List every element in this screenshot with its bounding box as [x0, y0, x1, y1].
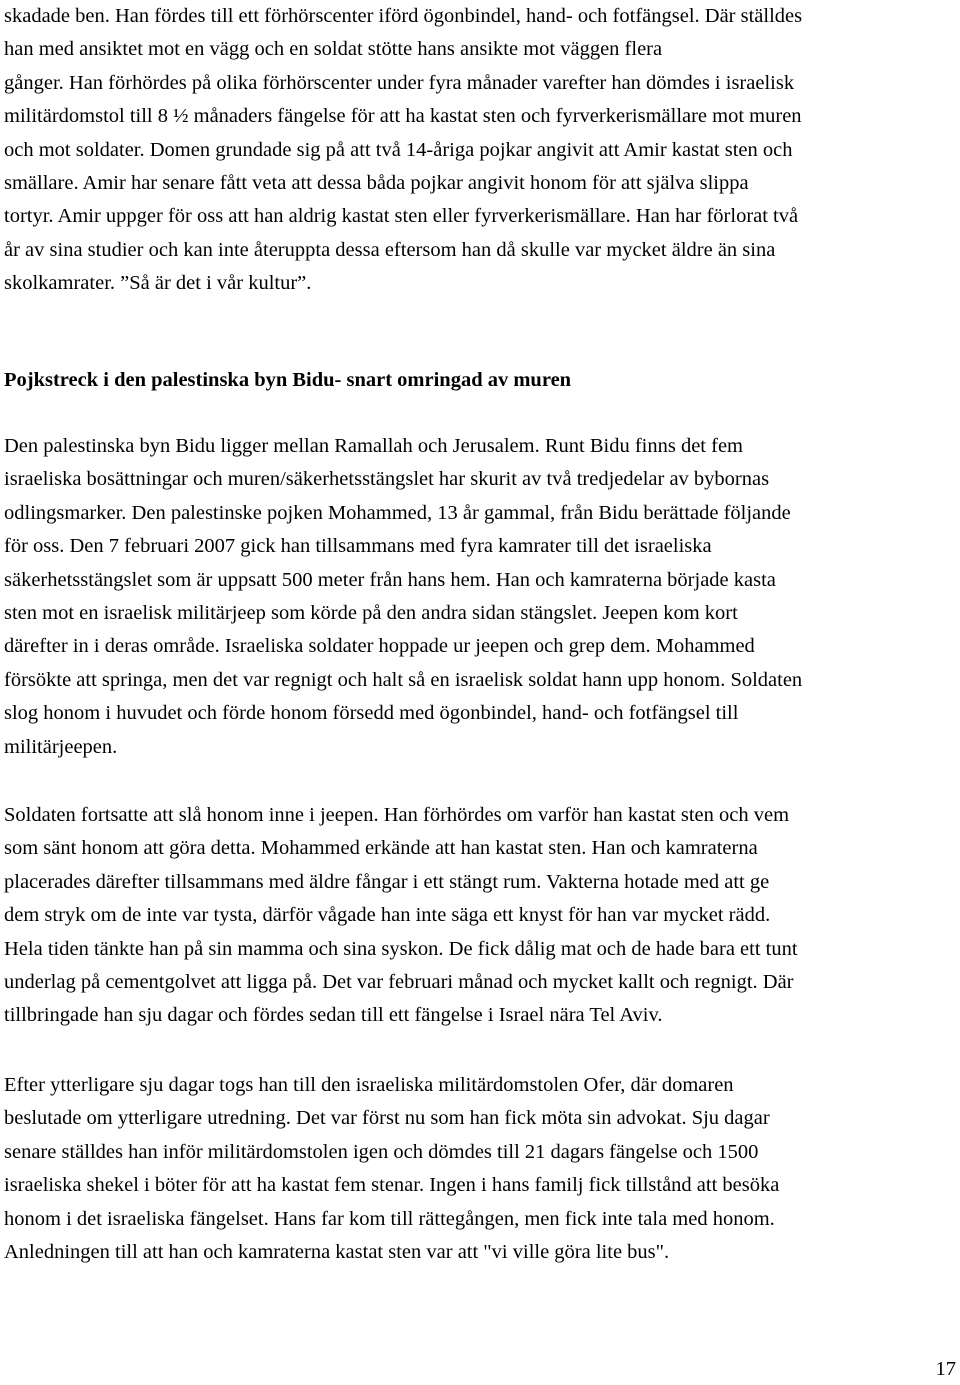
intro-paragraph: [4, 0, 956, 301]
text-line: och mot soldater. Domen grundade sig på att två 14-åriga pojkar angivit att Amir kastat sten och: [4, 138, 793, 161]
text-line: beslutade om ytterligare utredning. Det var först nu som han fick möta sin advokat. Sju dagar: [4, 1107, 770, 1130]
text-line: skolkamrater. ”Så är det i vår kultur”.: [4, 272, 312, 295]
text-line: därefter in i deras område. Israeliska soldater hoppade ur jeepen och grep dem. Mohammed: [4, 635, 755, 658]
text-line: senare ställdes han inför militärdomstolen igen och dömdes till 21 dagars fängelse och 1500: [4, 1140, 759, 1163]
text-line: tillbringade han sju dagar och fördes sedan till ett fängelse i Israel nära Tel Aviv.: [4, 1004, 663, 1027]
text-line: smällare. Amir har senare fått veta att dessa båda pojkar angivit honom för att själva slippa: [4, 172, 749, 195]
text-line: säkerhetsstängslet som är uppsatt 500 meter från hans hem. Han och kamraterna började kasta: [4, 568, 776, 591]
text-line: Soldaten fortsatte att slå honom inne i jeepen. Han förhördes om varför han kastat sten och vem: [4, 804, 790, 826]
text-line: dem stryk om de inte var tysta, därför vågade han inte säga ett knyst för han var mycket rädd.: [4, 904, 771, 927]
text-line: militärdomstol till 8 ½ månaders fängelse för att ha kastat sten och fyrverkerismällare mot muren: [4, 105, 802, 128]
text-line: som sänt honom att göra detta. Mohammed erkände att han kastat sten. Han och kamraterna: [4, 837, 758, 860]
text-line: honom i det israeliska fängelset. Hans far kom till rättegången, men fick inte tala med honom.: [4, 1207, 775, 1230]
text-line: sten mot en israelisk militärjeep som körde på den andra sidan stängslet. Jeepen kom kort: [4, 602, 738, 625]
text-line: Efter ytterligare sju dagar togs han till den israeliska militärdomstolen Ofer, där domaren: [4, 1074, 734, 1096]
text-line: försökte att springa, men det var regnigt och halt så en israelisk soldat hann upp honom. Soldaten: [4, 668, 803, 691]
text-line: odlingsmarker. Den palestinske pojken Mohammed, 13 år gammal, från Bidu berättade följande: [4, 501, 791, 524]
text-line: israeliska shekel i böter för att ha kastat fem stenar. Ingen i hans familj fick tillstånd att besöka: [4, 1174, 780, 1197]
text-line: tortyr. Amir uppger för oss att han aldrig kastat sten eller fyrverkerismällare. Han har förlorat två: [4, 205, 799, 228]
page-number: 17: [935, 1358, 956, 1380]
text-line: underlag på cementgolvet att ligga på. Det var februari månad och mycket kallt och regnigt. Där: [4, 971, 794, 994]
text-line: Anledningen till att han och kamraterna kastat sten var att "vi ville göra lite bus".: [4, 1241, 670, 1264]
text-line: israeliska bosättningar och muren/säkerhetsstängslet har skurit av två tredjedelar av bybornas: [4, 468, 770, 491]
text-line: slog honom i huvudet och förde honom försedd med ögonbindel, hand- och fotfängsel till: [4, 702, 739, 725]
text-line: han med ansiktet mot en vägg och en soldat stötte hans ansikte mot väggen flera: [4, 38, 663, 61]
text-line: år av sina studier och kan inte återuppta dessa eftersom han då skulle var mycket äldre än sina: [4, 238, 776, 261]
text-line: skadade ben. Han fördes till ett förhörscenter iförd ögonbindel, hand- och fotfängsel. Där ställdes: [4, 5, 803, 27]
text-line: placerades därefter tillsammans med äldre fångar i ett stängt rum. Vakterna hotade med att ge: [4, 870, 770, 893]
paragraph-2: [4, 799, 956, 1033]
text-line: gånger. Han förhördes på olika förhörscenter under fyra månader varefter han dömdes i israelisk: [4, 71, 795, 94]
paragraph-3: [4, 1069, 956, 1269]
text-line: Hela tiden tänkte han på sin mamma och sina syskon. De fick dålig mat och de hade bara ett tunt: [4, 937, 798, 960]
section-heading: Pojkstreck i den palestinska byn Bidu- snart omringad av muren: [4, 369, 572, 391]
text-line: militärjeepen.: [4, 735, 118, 758]
text-line: Den palestinska byn Bidu ligger mellan Ramallah och Jerusalem. Runt Bidu finns det fem: [4, 435, 743, 457]
paragraph-1: [4, 430, 956, 764]
text-line: för oss. Den 7 februari 2007 gick han tillsammans med fyra kamrater till det israeliska: [4, 535, 712, 558]
